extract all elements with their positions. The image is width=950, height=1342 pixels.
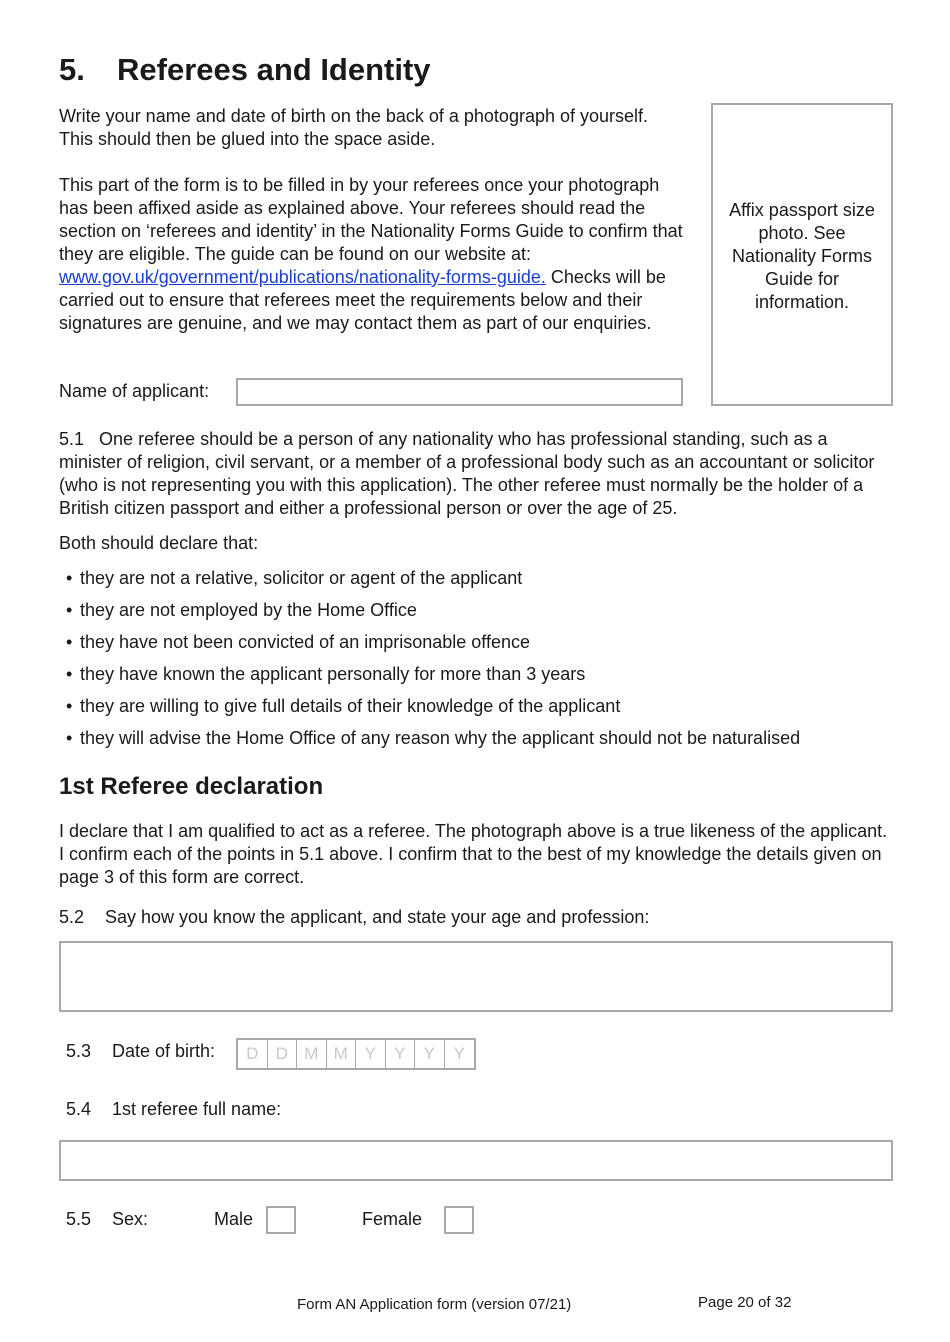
- referee-1-declaration: I declare that I am qualified to act as a referee. The photograph above is a true likeness of the applicant. I confirm each of the points in 5.1 above. I confirm that to the best of my knowledge the details given on page 3 of this form are correct.: [59, 821, 888, 887]
- passport-photo-box[interactable]: [711, 103, 893, 406]
- q5-3-number: 5.3: [66, 1041, 92, 1061]
- list-item: • they are not a relative, solicitor or agent of the applicant: [66, 567, 800, 599]
- male-label: Male: [214, 1209, 254, 1229]
- intro-paragraph-2-start: This part of the form is to be filled in by your referees once your photograph has been affixed aside as explained above. Your referees should read the section on ‘referees and identity’ in the Nationality Forms Guide to confirm that they are eligible. The guide can be found on our website at:: [59, 175, 683, 264]
- q5-1-text: [59, 428, 895, 520]
- q5-5-number: 5.5: [66, 1209, 92, 1229]
- applicant-name-input[interactable]: [236, 378, 683, 406]
- date-of-birth-input[interactable]: [236, 1038, 476, 1070]
- male-checkbox[interactable]: [266, 1206, 296, 1234]
- q5-3-label: Date of birth:: [112, 1041, 216, 1061]
- q5-2-question: [59, 906, 649, 929]
- intro-paragraph-2-end: Checks will be carried out to ensure that referees meet the requirements below and their signatures are genuine, and we may contact them as part of our enquiries.: [59, 267, 666, 333]
- dob-day-box[interactable]: D: [268, 1040, 298, 1068]
- intro-paragraph-2: [59, 174, 689, 335]
- section-title-text: Referees and Identity: [117, 52, 431, 87]
- q5-5-question: [66, 1208, 148, 1231]
- how-you-know-input[interactable]: [59, 941, 893, 1012]
- q5-4-number: 5.4: [66, 1099, 92, 1119]
- q5-5-label: Sex:: [112, 1209, 149, 1229]
- q5-3-question: [66, 1040, 215, 1063]
- q5-4-question: [66, 1098, 281, 1121]
- footer-page-number: Page 20 of 32: [698, 1294, 792, 1311]
- referee-full-name-input[interactable]: [59, 1140, 893, 1181]
- photo-box-instructions: Affix passport size photo. See Nationality Forms Guide for information.: [729, 200, 875, 312]
- female-label: Female: [362, 1209, 423, 1229]
- declare-intro: Both should declare that:: [59, 533, 259, 553]
- q5-4-label: 1st referee full name:: [112, 1099, 282, 1119]
- dob-month-box[interactable]: M: [297, 1040, 327, 1068]
- guide-link[interactable]: www.gov.uk/government/publications/nationality-forms-guide.: [59, 267, 546, 287]
- list-item: • they are not employed by the Home Office: [66, 599, 800, 631]
- dob-year-box[interactable]: Y: [386, 1040, 416, 1068]
- intro-paragraph-1: Write your name and date of birth on the back of a photograph of yourself. This should then be glued into the space aside.: [59, 106, 649, 149]
- q5-2-label: Say how you know the applicant, and state your age and profession:: [105, 907, 650, 927]
- list-item: • they are willing to give full details of their knowledge of the applicant: [66, 695, 800, 727]
- q5-2-number: 5.2: [59, 907, 85, 927]
- applicant-name-label: Name of applicant:: [59, 381, 210, 401]
- footer-form-name: Form AN Application form (version 07/21): [297, 1296, 572, 1313]
- requirements-list: [66, 567, 800, 759]
- section-number: 5.: [59, 52, 85, 87]
- dob-month-box[interactable]: M: [327, 1040, 357, 1068]
- q5-1-number: 5.1: [59, 429, 85, 449]
- dob-year-box[interactable]: Y: [356, 1040, 386, 1068]
- section-title: [59, 50, 431, 90]
- referee-1-heading: 1st Referee declaration: [59, 773, 324, 800]
- list-item: • they have known the applicant personally for more than 3 years: [66, 663, 800, 695]
- q5-1-body: One referee should be a person of any nationality who has professional standing, such as a minister of religion, civil servant, or a member of a professional body such as an accountant or solicitor (who is not representing you with this application). The other referee must normally be the holder of a British citizen passport and either a professional person or over the age of 25.: [59, 429, 875, 518]
- dob-year-box[interactable]: Y: [453, 1044, 465, 1063]
- dob-year-box[interactable]: Y: [415, 1040, 445, 1068]
- dob-day-box[interactable]: D: [238, 1040, 268, 1068]
- list-item: • they have not been convicted of an imprisonable offence: [66, 631, 800, 663]
- list-item: • they will advise the Home Office of any reason why the applicant should not be naturalised: [66, 727, 800, 759]
- female-checkbox[interactable]: [444, 1206, 474, 1234]
